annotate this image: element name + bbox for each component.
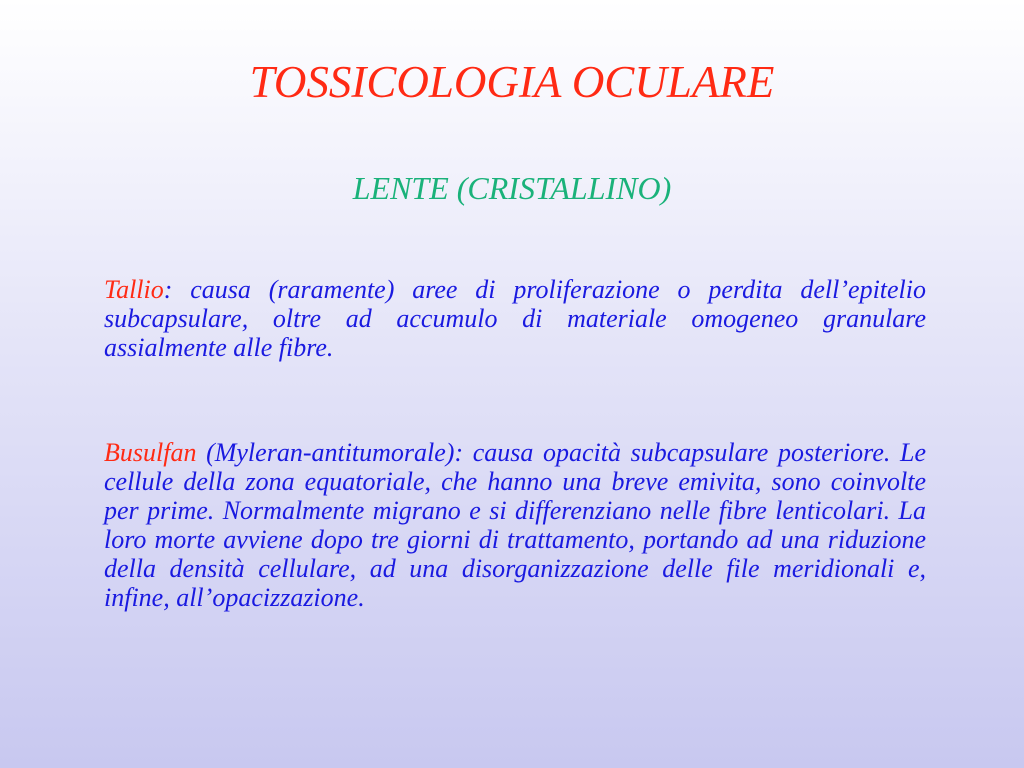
paragraph-tallio <box>104 275 926 362</box>
slide-title: TOSSICOLOGIA OCULARE <box>249 57 775 107</box>
paragraph-tallio-text: : causa (raramente) aree di proliferazione o perdita dell’epitelio subcapsulare, oltre ad accumulo di materiale omogeneo granulare assialmente alle fibre. <box>104 275 926 362</box>
slide-subtitle: LENTE (CRISTALLINO) <box>352 170 672 206</box>
paragraph-busulfan-text: (Myleran-antitumorale): causa opacità subcapsulare posteriore. Le cellule della zona equatoriale, che hanno una breve emivita, sono coinvolte per prime. Normalmente migrano e si differenziano nelle fibre lenticolari. La loro morte avviene dopo tre giorni di trattamento, portando ad una riduzione della densità cellulare, ad una disorganizzazione delle file meridionali e, infine, all’opacizzazione. <box>104 438 926 612</box>
term-busulfan: Busulfan <box>104 438 197 467</box>
term-tallio: Tallio <box>104 275 164 304</box>
paragraph-busulfan <box>104 438 926 612</box>
